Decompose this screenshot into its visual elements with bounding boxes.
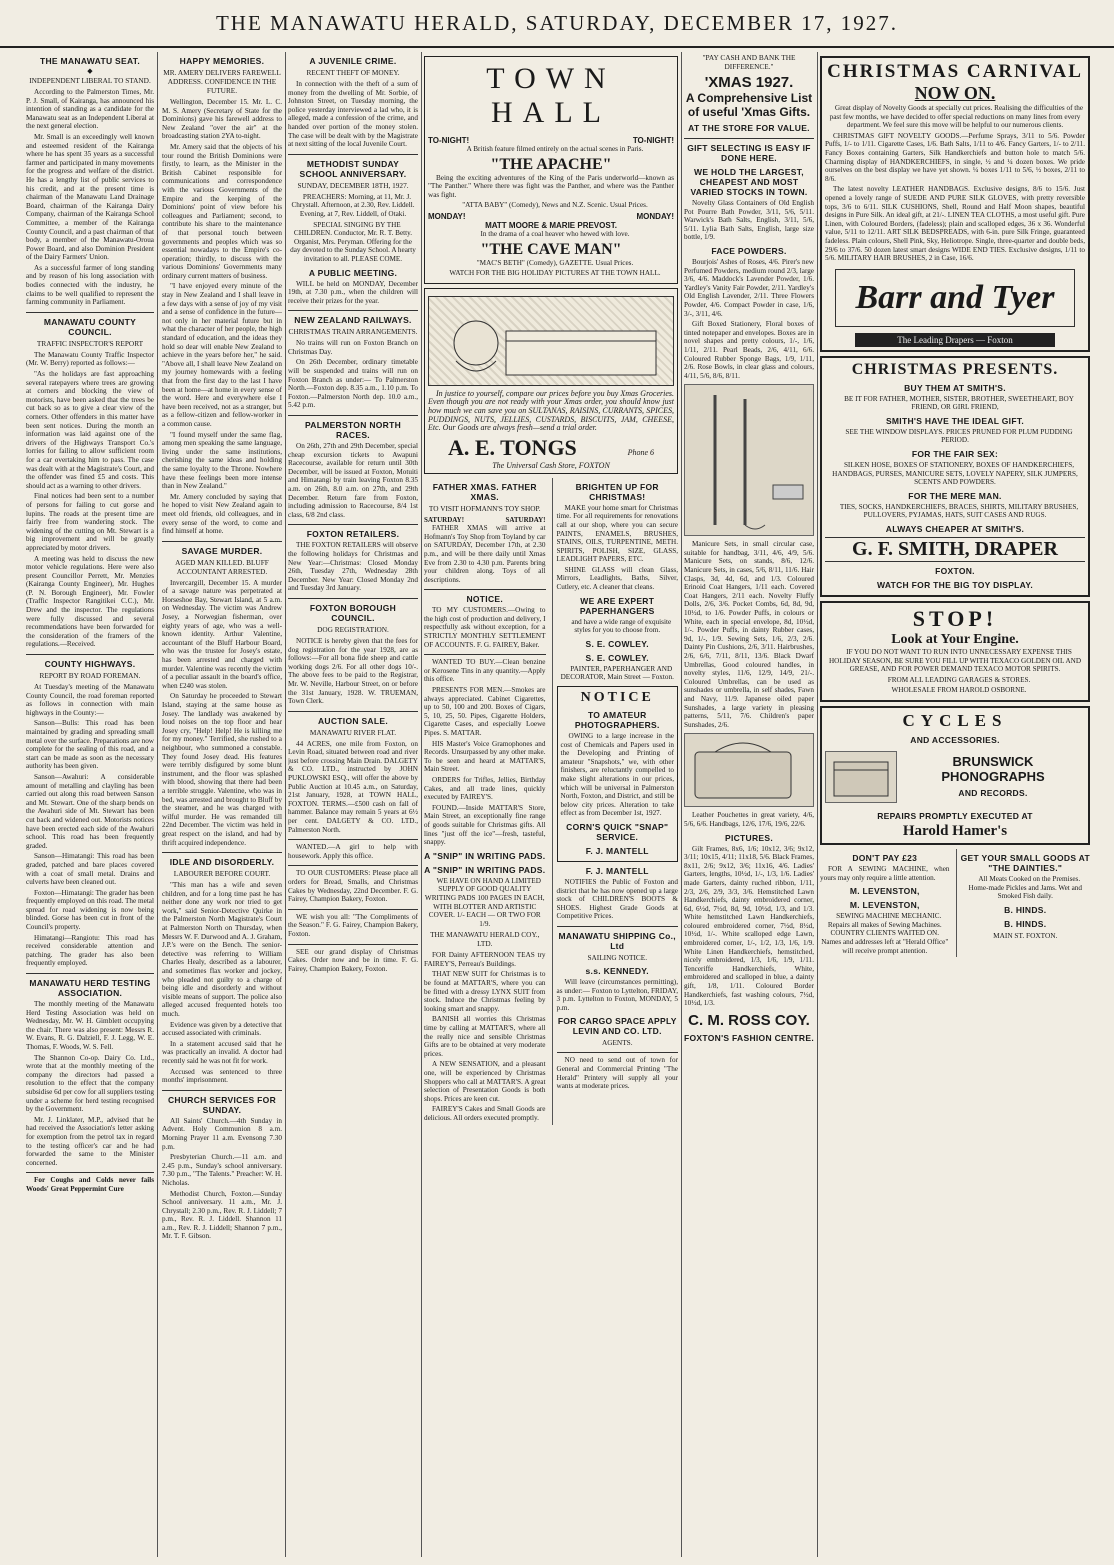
advert-text: NOTIFIES the Public of Foxton and district that he has now opened up a large stock of CHILDREN'S BOOTS & SHOES. Highest Grade Goods at Competitive Prices.	[556, 877, 678, 921]
smith-advert	[820, 356, 1090, 597]
article-text: Mr. Amery concluded by saying that he hoped to visit New Zealand again to meet old friends, old colleagues, and in every sense of the word, to come and find himself at home.	[162, 492, 282, 536]
article-text: As a successful farmer of long standing and by reason of his long association with bodies connected with the industry, he claims to be well qualified to represent the farming community in Parliament.	[26, 263, 154, 307]
classified-ad: FOUND.—Inside MATTAR'S Store, Main Street, an exceptionally fine range of goods suitable for Christmas gifts. All lines "just off the ice"—fresh, tasteful, snappy.	[424, 803, 546, 847]
ship-name: s.s. KENNEDY.	[585, 965, 649, 976]
advert-text: A British feature filmed entirely on the actual scenes in Paris.	[466, 145, 644, 153]
signature: PAINTER, PAPERHANGER AND DECORATOR, Main Street — Foxton.	[560, 664, 674, 682]
advertiser-name: F. J. MANTELL	[585, 865, 649, 876]
divider	[288, 524, 418, 525]
column-1	[26, 52, 154, 1196]
barr-tyer-banner: The Leading Drapers — Foxton	[855, 333, 1055, 347]
headline: GET YOUR SMALL GOODS AT "THE DAINTIES."	[960, 853, 1090, 873]
headline-large: NOW ON.	[914, 83, 996, 103]
masthead-title: THE MANAWATU HERALD, SATURDAY, DECEMBER 17, 1927.	[215, 11, 898, 35]
advert-text: Great display of Novelty Goods at specially cut prices. Realising the difficulties of the past few months, we have decided to offer special reductions on many lines from every department. We feel sure this move will be helpful to our numerous clients.	[829, 104, 1084, 130]
headline-large: Look at Your Engine.	[891, 632, 1019, 648]
headline: THE MANAWATU SEAT.	[40, 56, 140, 66]
headline: FOXTON RETAILERS.	[306, 529, 400, 540]
signature: THE MANAWATU HERALD COY., LTD.	[430, 930, 540, 949]
classified-ad: NO need to send out of town for General and Commercial Printing "The Herald" Printery will supply all your wants at moderate prices.	[556, 1056, 678, 1091]
advert-text: SILKEN HOSE, BOXES OF STATIONERY, BOXES OF HANDKERCHIEFS, HANDBAGS, PURSES, MANICURE SETS, LOVELY NAPERY, SILK JUMPERS, SCENTS AND POWDERS.	[832, 461, 1078, 487]
tongs-phone: Phone 6	[627, 447, 654, 457]
tonight-label: TO-NIGHT!	[632, 136, 674, 145]
headline-large: A Comprehensive List of useful 'Xmas Gifts.	[685, 91, 813, 119]
subheading: "PAY CASH AND BANK THE DIFFERENCE."	[702, 53, 796, 71]
classified-ad: A NEW SENSATION, and a pleasant one, will be experienced by Christmas Shoppers who call at MATTAR'S. A great selection of Presentation Goods is both shops. Prices are keen cut.	[424, 1060, 546, 1103]
price-list: Novelty Glass Containers of Old English Pot Pourre Bath Powder, 3/11, 5/6, 5/11. Warwick's Bath Salts, English, 3/11, 5/6, 5/11. Lylia Bath Salts, English, large size bottle, 1/9.	[684, 199, 814, 242]
subheading: SAILING NOTICE.	[587, 952, 648, 962]
headline: IDLE AND DISORDERLY.	[169, 857, 275, 868]
signature: AGENTS.	[601, 1038, 633, 1048]
subheading: RECENT THEFT OF MONEY.	[306, 68, 400, 77]
advert-text: FROM ALL LEADING GARAGES & STORES.	[887, 675, 1031, 684]
film-title: "THE CAVE MAN"	[480, 240, 622, 258]
column-rule	[817, 52, 818, 1557]
headline: BRIGHTEN UP FOR CHRISTMAS!	[575, 481, 659, 502]
article-text: On 26th, 27th and 29th December, special cheap excursion tickets to Awapuni Racecourse, available for return until 30th December, will be issued at Foxton, Motuiti and Himatangi by train leaving Foxton 8.35 a.m. on 26th, 8.0 a.m. on 27th, and 29th December. Return fare from Foxton, including admission to Racecourse, 8/4 1st class, 6/8 2nd class.	[288, 442, 418, 519]
headline: FOXTON.	[935, 566, 975, 577]
price-list: Gilt Frames, 8x6, 1/6; 10x12, 3/6; 9x12, 3/11; 10x15, 4/11; 11x18, 5/6. Black Frames, 8x11, 2/6; 9x12, 3/6; 11x16, 4/6. Ladies' Garters, lengths, 10½d, 1/-, 1/3, 1/6. Ladies' made Garters, dainty ruched ribbon, 1/11, 2/3, 2/6, 2/9, 3/3, 3/6. Hemstitched Lawn Handkerchiefs, dainty embroidered corner, 6d, 6½d, 7½d, 8d, 9d, 10½d, 1/3, and 1/3. White hemstitched Lawn Handkerchiefs, coloured embroidered corner, 7½d, 8½d, 10½d, 1/-. White scalloped edge Lawn, embroidered corner, 1/-, 1/2, 1/3, 1/6, 1/9. White Linen Handkerchiefs, hemstitched, nicely embroidered, 1/3, 1/6, 1/9, 1/11. Tenceriffe Handkerchiefs, White, embroidered and scalloped in blue, a dainty gift, 1/8, 1/11. Coloured Border Handkerchiefs, fast washing colours, 7½d, 10½d, 1/3.	[684, 844, 814, 1008]
headline: CORN'S QUICK "SNAP" SERVICE.	[566, 821, 669, 842]
subheading: AGED MAN KILLED. BLUFF ACCOUNTANT ARRESTED.	[175, 557, 269, 576]
price-list: Bourjois' Ashes of Roses, 4/6. Pirer's new Perfumed Powders, medium round 2/3, large 3/6, 4/6. Maddock's Lavender Powder, 1/6. Yardley's Vanity Fair Powder, 2/11. Yardley's Old English Lavender, 2/11. Three Flowers Powder, 4/6. Compact Powder in case, 1/6, 3/-, 3/11, 4/6.	[684, 257, 814, 318]
texaco-advert	[820, 601, 1090, 702]
headline: PALMERSTON NORTH RACES.	[304, 420, 402, 441]
article-text: "This man has a wife and seven children, and for a long time past he has neither done any work nor tried to get work," said Senior-Detective Quirke in the Palmerston North Magistrate's Court at Palmerston North on Thursday, when Messrs W. F. Durwood and A. J. Graham, J.P.'s were on the Bench. The senior-detective was referring to William Charles Healy, described as a labourer, and sometimes flax worker and jockey, who pleaded not guilty to a charge of being idle and disorderly and without visible means of support. The police also alleged accused frequented hotels too much.	[162, 881, 282, 1018]
divider	[424, 654, 546, 655]
tongs-advert	[424, 288, 678, 474]
article-text: In a statement accused said that he was practically an invalid. A doctor had recently said he was not fit for work.	[162, 1039, 282, 1065]
headline: FACE POWDERS.	[711, 245, 787, 256]
headline: PICTURES.	[724, 832, 774, 843]
advertiser-name: S. E. COWLEY.	[585, 652, 649, 663]
column-5	[684, 52, 814, 1045]
advert-text: The latest novelty LEATHER HANDBAGS. Exclusive designs, 8/6 to 15/6. Just opened a lovely range of SUEDE AND PURE SILK GLOVES, with pretty reversible tops, 3/6 to 6/11. SILK CUSHIONS, Shell, Round and Half Moon shapes, beautiful designs in Pure Silk. An ideal gift, at 21/-. LINEN TEA CLOTHS, a most useful gift. Pure Linen, with Coloured Borders, (fadeless); plain and scalloped edges, 36 x 36. Wonderful value, 5/11 to 12/11. ART SILK BEDSPREADS, with 6-in. pure Silk Fringe, guaranteed fadeless. Plain colours, Shell Pink, Sky, Heliotrope. Single, three-quarter and double beds, 29/6 to 37/6. 50 dozen latest smart designs WIDE END TIES. Exclusive designs, 1/11 to 5/6. MILITARY HAIR BRUSHES, 2 in Case, 16/6.	[825, 185, 1085, 263]
brand-name: BRUNSWICK	[952, 754, 1034, 769]
tonight-label: TO-NIGHT!	[428, 136, 470, 145]
headline: SMITH'S HAVE THE IDEAL GIFT.	[885, 415, 1025, 426]
handbag-icon	[685, 734, 813, 804]
advert-text: SHINE GLASS will clean Glass, Mirrors, Leadlights, Baths, Silver, Cutlery, etc. A cleaner that cleans.	[556, 565, 678, 592]
advert-text: and have a wide range of exquisite styles for you to choose from.	[571, 617, 672, 635]
article-text: Methodist Church, Foxton.—Sunday School anniversary. 11 a.m., Mr. J. Chrystall; 2.30 p.m., Rev. R. J. Liddell; 7 p.m., Rev. R. J. Liddell. Shannon 11 a.m., Rev. R. J. Liddell; Shannon 7 p.m., Mr. T. F. Gibson.	[162, 1189, 282, 1241]
signature: FOXTON'S FASHION CENTRE.	[684, 1032, 814, 1043]
advertiser-name: M. LEVENSTON,	[849, 886, 920, 897]
advert-text: TIES, SOCKS, HANDKERCHIEFS, BRACES, SHIRTS, MILITARY BRUSHES, PULLOVERS, PYJAMAS, HATS, SUIT CASES AND RUGS.	[839, 502, 1079, 520]
headline: GIFT SELECTING IS EASY IF DONE HERE.	[687, 143, 811, 163]
notice-title: NOTICE	[580, 690, 654, 706]
headline: WATCH FOR THE BIG TOY DISPLAY.	[876, 580, 1034, 591]
monday-label: MONDAY!	[636, 211, 674, 221]
advert-text: Will leave (circumstances permitting), as under:— Foxton to Lyttelton, FRIDAY, 3 p.m. Lyttelton to Foxton, MONDAY, 5 p.m.	[556, 977, 678, 1012]
price-list: Leather Pouchettes in great variety, 4/6, 5/6, 6/6. Handbags, 12/6, 17/6, 19/6, 22/6.	[684, 811, 814, 828]
film-title: "THE APACHE"	[490, 155, 612, 173]
article-text: The monthly meeting of the Manawatu Herd Testing Association was held on Wednesday, Mr. W. H. Gimblett occupying the chair. There was also present: Messrs R. W. Evans, R. G. Dalziell, F. J. Legg, W. E. Thomas, F. Woods, W. S. Fell.	[26, 1000, 154, 1051]
article-text: Mr. J. Linklater, M.P., advised that he had received the Association's letter asking for exemption from the petrol tax in regard to the testing officer's car and he had forwarded the same to the Minister concerned.	[26, 1115, 154, 1167]
saturday-label: SATURDAY!	[424, 515, 465, 524]
column-2	[162, 52, 282, 1243]
article-text: Invercargill, December 15. A murder of a savage nature was perpetrated at Horseshoe Bay, Stewart Island, at 5 a.m. on Wednesday. The victim was Andrew Josey, a Norwegian fisherman, over eighty years of age, who was a well-known identity. Arthur Valentine, accountant of the Bluff Harbour Board, who was the trustee for Josey's estate, has been arrested and charged with murder. Valentine was recently the victim of a peculiar assault in the board's office, when £240 was stolen.	[162, 578, 282, 690]
divider	[26, 654, 154, 655]
article-text: NOTICE is hereby given that the fees for dog registration for the year 1928, are as follows:—For all bona fide sheep and cattle working dogs 2/6. For all other dogs 10/-. The above fees to be paid to the Registrar, Mr. W. Neville, Harbour Street, on or before the 31st January, 1928. W. TRUEMAN, Town Clerk.	[288, 636, 418, 706]
advert-text: IF YOU DO NOT WANT TO RUN INTO UNNECESSARY EXPENSE THIS HOLIDAY SEASON, BE SURE YOU FILL UP WITH TEXACO GOLDEN OIL AND GREASE, AND FOR POWER DEMAND TEXACO MOTOR SPIRITS.	[828, 648, 1082, 674]
headline: FOR THE FAIR SEX:	[911, 449, 999, 460]
barr-tyer-logo: Barr and Tyer	[835, 269, 1075, 327]
sewing-machine-advert	[820, 849, 950, 957]
column-4-left	[424, 478, 546, 1125]
column-rule	[681, 52, 682, 1557]
classified-ad: SEE our grand display of Christmas Cakes. Order now and be in time. F. G. Fairey, Champion Bakery, Foxton.	[288, 947, 418, 973]
advert-text: "ATTA BABY" (Comedy), News and N.Z. Scenic. Usual Prices.	[462, 201, 648, 210]
headline-large: CYCLES	[902, 711, 1008, 730]
article-text: No trains will run on Foxton Branch on Christmas Day.	[288, 339, 418, 356]
advertiser-name: Harold Hamer's	[902, 823, 1008, 839]
advertiser-name: M. LEVENSTON,	[849, 900, 920, 911]
headline: AND RECORDS.	[958, 788, 1028, 798]
advert-text: In the drama of a coal heaver who hewed with love.	[480, 229, 630, 238]
subheading: CHRISTMAS TRAIN ARRANGEMENTS.	[288, 327, 418, 337]
article-text: At Tuesday's meeting of the Manawatu County Council, the road foreman reported as follows in connection with main highways in the County:—	[26, 683, 154, 717]
classified-ad: TO OUR CUSTOMERS: Please place all orders for Bread, Smalls, and Christmas Cakes by Wednesday, 22nd December. F. G. Fairey, Champion Bakery, Foxton.	[288, 869, 418, 904]
tongs-subtitle: The Universal Cash Store, FOXTON	[492, 460, 610, 470]
headline: CHURCH SERVICES FOR SUNDAY.	[167, 1094, 277, 1115]
monday-label: MONDAY!	[428, 211, 466, 221]
barr-tyer-advert	[820, 56, 1090, 352]
headline: MANAWATU SHIPPING Co., Ltd	[558, 930, 676, 951]
town-hall-advert	[424, 56, 678, 284]
classified-ad: WANTED.—A girl to help with housework. Apply this office.	[288, 843, 418, 860]
advert-text: Being the exciting adventures of the King of the Paris underworld—known as "The Panther." Where there was fight was the Panther, and where was the Panther was fight.	[428, 173, 674, 199]
headline: A "SNIP" IN WRITING PADS.	[424, 850, 546, 861]
advert-text: In justice to yourself, compare our prices before you buy Xmas Groceries. Even though you are not ready with your Xmas order, you should know just how much we can save you on SULTANAS, RAISINS, CURRANTS, SPICES, PUDDINGS, NUTS, JELLIES, CUSTARDS, BISCUITS, JAM, CHEESE, Etc. Our Goods are always fresh—send a trial order.	[428, 388, 674, 433]
advert-text: SEE THE WINDOW DISPLAYS. PRICES PRUNED FOR PLUM PUDDING PERIOD.	[845, 427, 1073, 445]
advert-text: FOR A SEWING MACHINE, when yours may only require a little attention.	[820, 865, 950, 882]
classified-ad: WANTED TO BUY.—Clean benzine or Kerosene Tins in any quantity.—Apply this office.	[424, 658, 546, 684]
advert-text: WHOLESALE FROM HAROLD OSBORNE.	[891, 686, 1027, 695]
article-text: Evidence was given by a detective that accused associated with criminals.	[162, 1020, 282, 1038]
divider	[26, 1172, 154, 1173]
article-text: SPECIAL SINGING BY THE CHILDREN. Conductor, Mr. R. T. Betty. Organist, Mrs. Peryman. Offering for the day devoted to the Sunday School. A hearty invitation to all. PLEASE COME.	[290, 220, 416, 263]
article-text: Presbyterian Church.—11 a.m. and 2.45 p.m., Sunday's school anniversary. 7.30 p.m., "The Talents." Preacher: W. H. Nicholas.	[162, 1153, 282, 1187]
saturday-label: SATURDAY!	[505, 515, 546, 524]
advertiser-name: B. HINDS.	[1004, 904, 1047, 915]
photo-notice	[557, 686, 679, 862]
article-text: Foxton—Himatangi: The grader has been frequently employed on this road. The metal spread for road widening is now being blinded. Gorse has been cut in front of the Council's property.	[26, 888, 154, 932]
classified-ad: FOR Dainty AFTERNOON TEAS try FAIREY'S, Perreau's Buildings.	[424, 951, 546, 968]
headline: TO AMATEUR PHOTOGRAPHERS.	[574, 710, 660, 731]
headline-large: CHRISTMAS PRESENTS.	[851, 360, 1059, 378]
headline: MANAWATU COUNTY COUNCIL.	[43, 316, 137, 337]
headline: METHODIST SUNDAY SCHOOL ANNIVERSARY.	[299, 158, 407, 179]
article-text: Wellington, December 15. Mr. L. C. M. S. Amery (Secretary of State for the Dominions) gave his farewell address to New Zealand "over the air" at the broadcasting station 2YA to-night.	[162, 98, 282, 141]
phonograph-icon	[826, 752, 896, 802]
subheading: TRAFFIC INSPECTOR'S REPORT	[36, 338, 144, 348]
headline: BUY THEM AT SMITH'S.	[904, 382, 1006, 393]
article-text: 44 ACRES, one mile from Foxton, on Levin Road, situated between road and river just before crossing Main Drain. DALGETY & CO. LTD., instructed by JOHN PUKLOWSKI ESQ., will offer the above by Public Auction at 10.45 a.m., on Saturday, 21st January, 1928, at TOWN HALL, FOXTON. TERMS.—£500 cash on fall of hammer. Balance may remain 5 years at 6½ per cent. DALGETY & CO. LTD., Palmerston North.	[288, 739, 418, 834]
advertiser-name: G. F. SMITH, DRAPER	[825, 537, 1085, 562]
signature: MAIN ST. FOXTON.	[993, 930, 1058, 940]
headline: A JUVENILE CRIME.	[309, 56, 397, 66]
article-text: A meeting was held to discuss the new motor vehicle regulations. Here were also present Councillor Perrett, Mr. Menzies (Kairanga County Engineer), Mr. Hughes (P. N. Borough Engineer), Mr. Fowler (Traffic Inspector Rangitikei C.C.), Mr. Drew and the inspector. The regulations were fully discussed and several recommendations have been forwarded for the consideration of the framers of the regulations.—Received.	[26, 554, 154, 649]
headline: AT THE STORE FOR VALUE.	[688, 123, 810, 133]
column-rule	[157, 52, 158, 1557]
classified-ad: THAT NEW SUIT for Christmas is to be found at MATTAR'S, where you can be fitted with a dressy LYNX SUIT from stock. Induce the Christmas feeling by looking smart and snappy.	[424, 970, 546, 1013]
divider	[684, 138, 814, 139]
umbrella-illustration	[684, 384, 814, 536]
ornament: ◆	[87, 67, 93, 75]
article-text: "I found myself under the same flag, among men speaking the same language, living under the same institutions, cherishing the same ideas and holding the same loyalty to the Throne. Nowhere have these feelings been more intense than in New Zealand."	[162, 430, 282, 491]
divider	[288, 415, 418, 416]
umbrella-icon	[685, 385, 813, 533]
classified-ad: BANISH all worries this Christmas time by calling at MATTAR'S, where all the really nice and sensible Christmas Gifts are to be obtained at very moderate prices.	[424, 1015, 546, 1058]
headline: COUNTY HIGHWAYS.	[44, 659, 136, 670]
headline: DON'T PAY £23	[852, 853, 918, 863]
divider	[162, 852, 282, 853]
classified-ad: HIS Master's Voice Gramophones and Records. Unsurpassed by any other make. To be seen and heard at MATTAR'S, Main Street.	[424, 739, 546, 774]
classified-ad: FAIREY'S Cakes and Small Goods are delicious. All orders executed promptly.	[424, 1105, 546, 1122]
tongs-name: A. E. TONGS	[448, 434, 577, 460]
divider	[162, 541, 282, 542]
article-text: All Saints' Church.—4th Sunday in Advent. Holy Communion 8 a.m. Morning Prayer 11 a.m. Evensong 7.30 p.m.	[162, 1116, 282, 1151]
masthead	[0, 0, 1114, 48]
advert-text: CHRISTMAS GIFT NOVELTY GOODS.—Perfume Sprays, 3/11 to 5/6. Powder Puffs, 1/- to 1/11. Cigarette Cases, 1/6. Bath Salts, 1/11 to 4/6. Fancy Garters, 1/- to 2/11. Fancy Boxes containing Garters, Silk Handkerchiefs and button hole to match 5/6. Charming display of HANDKERCHIEFS, in single, ½ and ¼ dozen boxes. We pride ourselves on the best display we have yet shown. ¼ boxes 1/11 to 5/6, ½ boxes, 2/11 to 8/6.	[825, 131, 1085, 183]
signature: F. J. MANTELL	[585, 845, 649, 856]
article-text: Mr. Small is an exceedingly well known and esteemed resident of the Kairanga where he has spent 35 years as a successful farmer and participated in many movements for the progress and welfare of the district. He has a lengthy list of public services to his credit, and at the present time is chairman of the Manawatu Land Drainage Board, chairman of the Kairanga Dairy Company, chairman of the Kairanga School Committee, a member of the Kairanga County Council, and a past chairman of that body, a member of the Manawatu-Oroua Power Board, and also Dominion President of the Dairy Farmers' Union.	[26, 132, 154, 262]
film-stars: MATT MOORE & MARIE PREVOST.	[485, 220, 617, 230]
headline: AND ACCESSORIES.	[910, 735, 1000, 745]
price-list: Manicure Sets, in small circular case, suitable for handbag, 3/11, 4/6, 4/9, 5/6. Manicure Sets, on stands, 8/6, 12/6. Manicure Sets, in cases, 5/6, 8/11, 11/6. Hair Clasps, 3d, 4d, 6d, and 1/3. Coloured Erinoid Coat Hangers, 1/11 each. Covered Coat Hangers, 2/11 each. Novelty Fluffy Dolls, 2/6, 3/6. Pocket Combs, 6d, 8d, 9d, 10½d, to 1/6. Powder Puffs, in colours or White, each in special envelope, 8d, 10½d, 1/-. Powder Puffs, in dainty Rubber cases, 9d, 1/-, 1/9. Sewing Sets, 1/6, 2/3, 2/6. Dainty Pin Cushions, 2/6, 3/11. Hairbrushes, 2/6, 6/6, 7/11, 8/11, 13/6. Black Dwarf Umbrellas, Good coloured handles, in novelty styles, 11/6, 12/9, 14/9, 21/-. Coloured Umbrellas, can be used as sunshades or umbrella, in self shades, Fawn and Navy, 11/9. Japanese oiled paper Sunshades, a large variety in pleasing patterns, 5/11, 7/6. Children's paper Sunshades, 2/6.	[684, 540, 814, 729]
column-3	[288, 52, 418, 975]
advertiser-name: S. E. COWLEY.	[585, 638, 649, 649]
headline: FATHER XMAS. FATHER XMAS.	[432, 481, 537, 502]
dainties-advert	[956, 849, 1091, 957]
headline: FOR CARGO SPACE APPLY LEVIN AND CO. LTD.	[557, 1016, 677, 1037]
advert-text: WE HAVE ON HAND A LIMITED SUPPLY OF GOOD QUALITY WRITING PADS 100 PAGES IN EACH, WITH BLOTTER AND ARTISTIC COVER. 1/- EACH — OR TWO FOR 1/9.	[424, 876, 545, 928]
headline-large: CHRISTMAS CARNIVAL	[827, 61, 1083, 82]
advertiser-name: B. HINDS.	[1004, 918, 1047, 929]
advert-text: FATHER XMAS will arrive at Hofmann's Toy Shop from Toyland by car on SATURDAY, December 17th, at 2.30 p.m., and will be there daily until Xmas Eve from 2.30 to 4.30 p.m. Parents bring your children along. Toys of all descriptions.	[424, 524, 546, 584]
article-text: Mr. Amery said that the objects of his tour round the British Dominions were firstly, to learn, as the Minister in the British Cabinet responsible for communications and correspondence with the various Governments of the Empire and the keeping of the Dominions' point of view before his colleagues and Parliament; second, to contribute his share to the maintenance of that personal touch between governments and peoples which was so essential nowadays to the Empire's co-operation; thirdly, to discuss with the various Dominions' Governments many ordinary current matters of business.	[162, 142, 282, 280]
father-christmas-illustration	[428, 296, 674, 386]
divider	[288, 310, 418, 311]
headline: WE HOLD THE LARGEST, CHEAPEST AND MOST VARIED STOCKS IN TOWN.	[690, 167, 808, 197]
headline: A "SNIP" IN WRITING PADS.	[424, 864, 546, 875]
headline: WE ARE EXPERT PAPERHANGERS	[579, 595, 655, 616]
subheading: REPORT BY ROAD FOREMAN.	[39, 671, 141, 681]
classified-ad: WE wish you all: "The Compliments of the Season." F. G. Fairey, Champion Bakery, Foxton.	[288, 912, 418, 938]
advert-text: "MAC'S BETH" (Comedy), GAZETTE. Usual Prices.	[476, 258, 634, 267]
headline: ALWAYS CHEAPER AT SMITH'S.	[885, 524, 1025, 535]
advertiser-name: C. M. ROSS COY.	[688, 1011, 810, 1029]
divider	[26, 312, 154, 313]
column-4-right	[552, 478, 679, 1125]
column-6	[820, 52, 1090, 957]
subheading: DOG REGISTRATION.	[317, 624, 389, 634]
advert-text: All Meats Cooked on the Premises. Home-made Pickles and Jams. Wet and Smoked Fish daily.	[968, 875, 1082, 901]
subheading: MR. AMERY DELIVERS FAREWELL ADDRESS. CONFIDENCE IN THE FUTURE.	[163, 68, 281, 95]
handbag-illustration	[684, 733, 814, 807]
divider	[288, 944, 418, 945]
headline: REPAIRS PROMPTLY EXECUTED AT	[877, 811, 1033, 821]
price-list: Gift Boxed Stationery, Floral boxes of tinted notepaper and envelopes. Boxes are in novel shapes and pretty colours, 1/-, 1/6, 1/11, 2/11. Pearl Beads, 2/6, 4/11, 6/6. Coloured Rubber Sponge Bags, 1/9, 1/11, 2/6. Rose Bowls, in clear glass and colours, 4/11, 5/6, 8/6, 8/11.	[684, 320, 814, 380]
headline: AUCTION SALE.	[317, 715, 388, 726]
article-text: On 26th December, ordinary timetable will be suspended and trains will run on Foxton Branch as under:— To Palmerston North.—Foxton dep. 8.35 a.m., 1.10 p.m. To Foxton.—Palmerston North dep. 10.0 a.m., 5.42 p.m.	[288, 358, 418, 410]
article-text: Final notices had been sent to a number of persons for failing to cut gorse and lupins. The roads at the present time are fairly free from wandering stock. The widening of the cutting on Mt. Stewart is a big improvement and will be greatly appreciated by motor drivers.	[26, 492, 154, 552]
divider	[288, 598, 418, 599]
brand-name: PHONOGRAPHS	[941, 769, 1045, 784]
advert-text: OWING to a large increase in the cost of Chemicals and Papers used in the Developing and Printing of amateur "Snapshots," we, with other finishers, are reluctantly compelled to make slight alterations in our prices, which will be universal in Palmerston North, Foxton, and District, and still be below city prices. Alteration to take effect as from December 1st, 1927.	[560, 732, 674, 818]
classified-ad: ORDERS for Trifles, Jellies, Birthday Cakes, and all trade lines, quickly executed by FAIREY'S.	[424, 775, 546, 802]
divider	[557, 1052, 679, 1053]
article-text: "As the holidays are fast approaching several ratepayers where trees are growing at corners and blocking the view of motorists, have been asked that the trees be cut back so as to give a clear view of the corners. Other offenders in this matter have been sent notices. During the month an information was laid against one of the drivers of the Highways Transport Co.'s lorries for failing to allow sufficient room for a car overtaking him to pass. The case was dealt with at the Magistrate's Court, and the offender was fined £5 and costs. This should act as a warning to other drivers.	[26, 370, 154, 490]
subheading: SUNDAY, DECEMBER 18TH, 1927.	[297, 180, 409, 190]
article-text: In connection with the theft of a sum of money from the dwelling of Mr. Sorbie, of Johnston Street, on Tuesday morning, the police yesterday interviewed a lad who, it is alleged, made a confession of the crime, and handed over portion of the money stolen. The case will be dealt with by the Magistrate at next sitting of the local Juvenile Court.	[288, 80, 418, 149]
article-text: According to the Palmerston Times, Mr. P. J. Small, of Kairanga, has announced his intention of standing as a candidate for the Manawatu seat as an Independent Liberal at the next general election.	[26, 88, 154, 131]
advert-text: BE IT FOR FATHER, MOTHER, SISTER, BROTHER, SWEETHEART, BOY FRIEND, OR GIRL FRIEND,	[844, 394, 1074, 412]
hamer-advert	[820, 706, 1090, 845]
article-text: Accused was sentenced to three months' imprisonment.	[162, 1067, 282, 1085]
divider	[288, 154, 418, 155]
article-text: Sanson—Himatangi: This road has been graded, patched and bare places covered with a coat of small metal. Drains and culverts have been cleaned out.	[26, 852, 154, 887]
subheading: TO VISIT HOFMANN'S TOY SHOP.	[428, 503, 541, 513]
article-text: THE FOXTON RETAILERS will observe the following holidays for Christmas and New Year:—Christmas: Closed Monday 26th, Tuesday 27th, Wednesday 28th December. New Year: Closed Monday 2nd and Tuesday 3rd January.	[288, 541, 418, 593]
divider	[424, 589, 546, 590]
subheading: INDEPENDENT LIBERAL TO STAND.	[29, 76, 151, 85]
divider	[288, 909, 418, 910]
advert-text: MAKE your home smart for Christmas time. For all requirements for renovations call at our shop, where you can secure PAINTS, ENAMELS, BRUSHES, STAINS, OILS, TURPENTINE, METH. SPIRITS, POLISH, SIZE, GLASS, LEADLIGHT PAPERS, ETC.	[556, 503, 678, 564]
town-hall-title: TOWN HALL	[486, 62, 616, 129]
divider	[288, 711, 418, 712]
subheading: MANAWATU RIVER FLAT.	[309, 727, 397, 737]
divider	[288, 865, 418, 866]
article-text: Sanson—Awahuri: A considerable amount of metalling and clayling has been carried out along this road between Sanson and Mt. Stewart. One of the sharp bends on the Awahuri side of Mt. Stewart has been cut back and widened out. Motorists notices have been erected each side of the Awahuri school. This road has been frequently graded.	[26, 772, 154, 850]
advert-text: For Coughs and Colds never fails Woods' Great Peppermint Cure	[26, 1176, 154, 1193]
article-text: "I have enjoyed every minute of the stay in New Zealand and I shall leave in a few days with a sense of joy of my visit and a sense of confidence in the future—not only in her material future but in what the character of her people, the high standard of education, and the ideas they hold so dear will enable New Zealand to achieve in the years before her," he said. "Above all, I shall leave New Zealand on my journey homewards with a feeling that from the first day to the last I have been at home—at home in every sense of the word. Here and everywhere else I have been received, not as a stranger, but as a fellow-citizen and fellow-worker in a common cause.	[162, 282, 282, 428]
column-rule	[285, 52, 286, 1557]
headline: MANAWATU HERD TESTING ASSOCIATION.	[29, 978, 151, 999]
advert-text: WATCH FOR THE BIG HOLIDAY PICTURES AT THE TOWN HALL.	[449, 269, 661, 278]
santa-cart-icon	[436, 301, 666, 381]
headline: SAVAGE MURDER.	[181, 545, 263, 556]
headline: HAPPY MEMORIES.	[179, 56, 265, 66]
headline: NEW ZEALAND RAILWAYS.	[294, 315, 412, 326]
article-text: The Shannon Co-op. Dairy Co. Ltd., wrote that at the monthly meeting of the company the directors had passed a resolution to the effect that the company subsidise 6d per cow for all suppliers testing under a scheme for herd testing recognised by the Government.	[26, 1053, 154, 1114]
headline: NOTICE.	[466, 594, 504, 605]
headline: A PUBLIC MEETING.	[308, 267, 398, 278]
advert-text: SEWING MACHINE MECHANIC. Repairs all makes of Sewing Machines. COUNTRY CLIENTS WAITED ON. Names and addresses left at "Herald Office" will receive prompt attention.	[821, 912, 949, 955]
divider	[162, 1090, 282, 1091]
column-rule	[421, 52, 422, 1557]
headline-large: STOP!	[912, 606, 998, 632]
article-text: The Manawatu County Traffic Inspector (Mr. W. Berry) reported as follows:—	[26, 350, 154, 368]
divider	[26, 973, 154, 974]
headline: FOXTON BOROUGH COUNCIL.	[309, 602, 397, 623]
article-text: WILL be held on MONDAY, December 19th, at 7.30 p.m., when the children will receive their prizes for the year.	[288, 279, 418, 305]
column-4	[424, 52, 678, 1125]
classified-ad: PRESENTS FOR MEN.—Smokes are always appreciated. Cabinet Cigarettes, up to 50, 100 and 200. Boxes of Cigars, 5, 10, 25, 50. Pipes, Cigarette Holders, Cigarette Cases, and especially Loewe Pipes. S. MATTAR.	[424, 686, 546, 737]
advert-text: TO MY CUSTOMERS.—Owing to the high cost of production and delivery, I respectfully ask without exception, for a STRICTLY MONTHLY SETTLEMENT OF ACCOUNTS. F. G. FAIREY, Baker.	[424, 606, 546, 649]
headline: FOR THE MERE MAN.	[908, 490, 1002, 501]
phonograph-illustration	[825, 751, 897, 803]
article-text: Sanson—Bulls: This road has been maintained by grading and spreading small metal over the surface. Preparations are now complete for the sealing of this road, and a start can be made as soon as the necessary authority has been given.	[26, 719, 154, 771]
article-text: On Saturday he proceeded to Stewart Island, staying at the same house as Josey. The landlady was awakened by loud noises on the top floor and hear Josey cry, "Help! Help! He is killing me for my money." Terrified, she rushed to a neighbour, who summoned a constable. They found Josey dead. His features were terribly disfigured by some blunt instrument, and the floor was splashed with blood, showing that there had been a terrible struggle. Valentine, who was in bed, was arrested and brought to Bluff by the steamer, and he was charged with wilful murder. He was remanded till 22nd December. The victim was held in great respect on the island, and had by thrift acquired independence.	[162, 692, 282, 847]
headline-large: 'XMAS 1927.	[704, 74, 794, 91]
divider	[557, 926, 679, 927]
subheading: LABOURER BEFORE COURT.	[173, 869, 271, 879]
article-text: Himatangi—Rangiotu: This road has received considerable attention and patching. The grader has also been frequently employed.	[26, 933, 154, 968]
article-text: PREACHERS: Morning, at 11, Mr. J. Chrystall. Afternoon, at 2.30, Rev. Liddell. Evening, at 7, Rev. Liddell, of Otaki.	[291, 192, 415, 218]
divider	[288, 839, 418, 840]
